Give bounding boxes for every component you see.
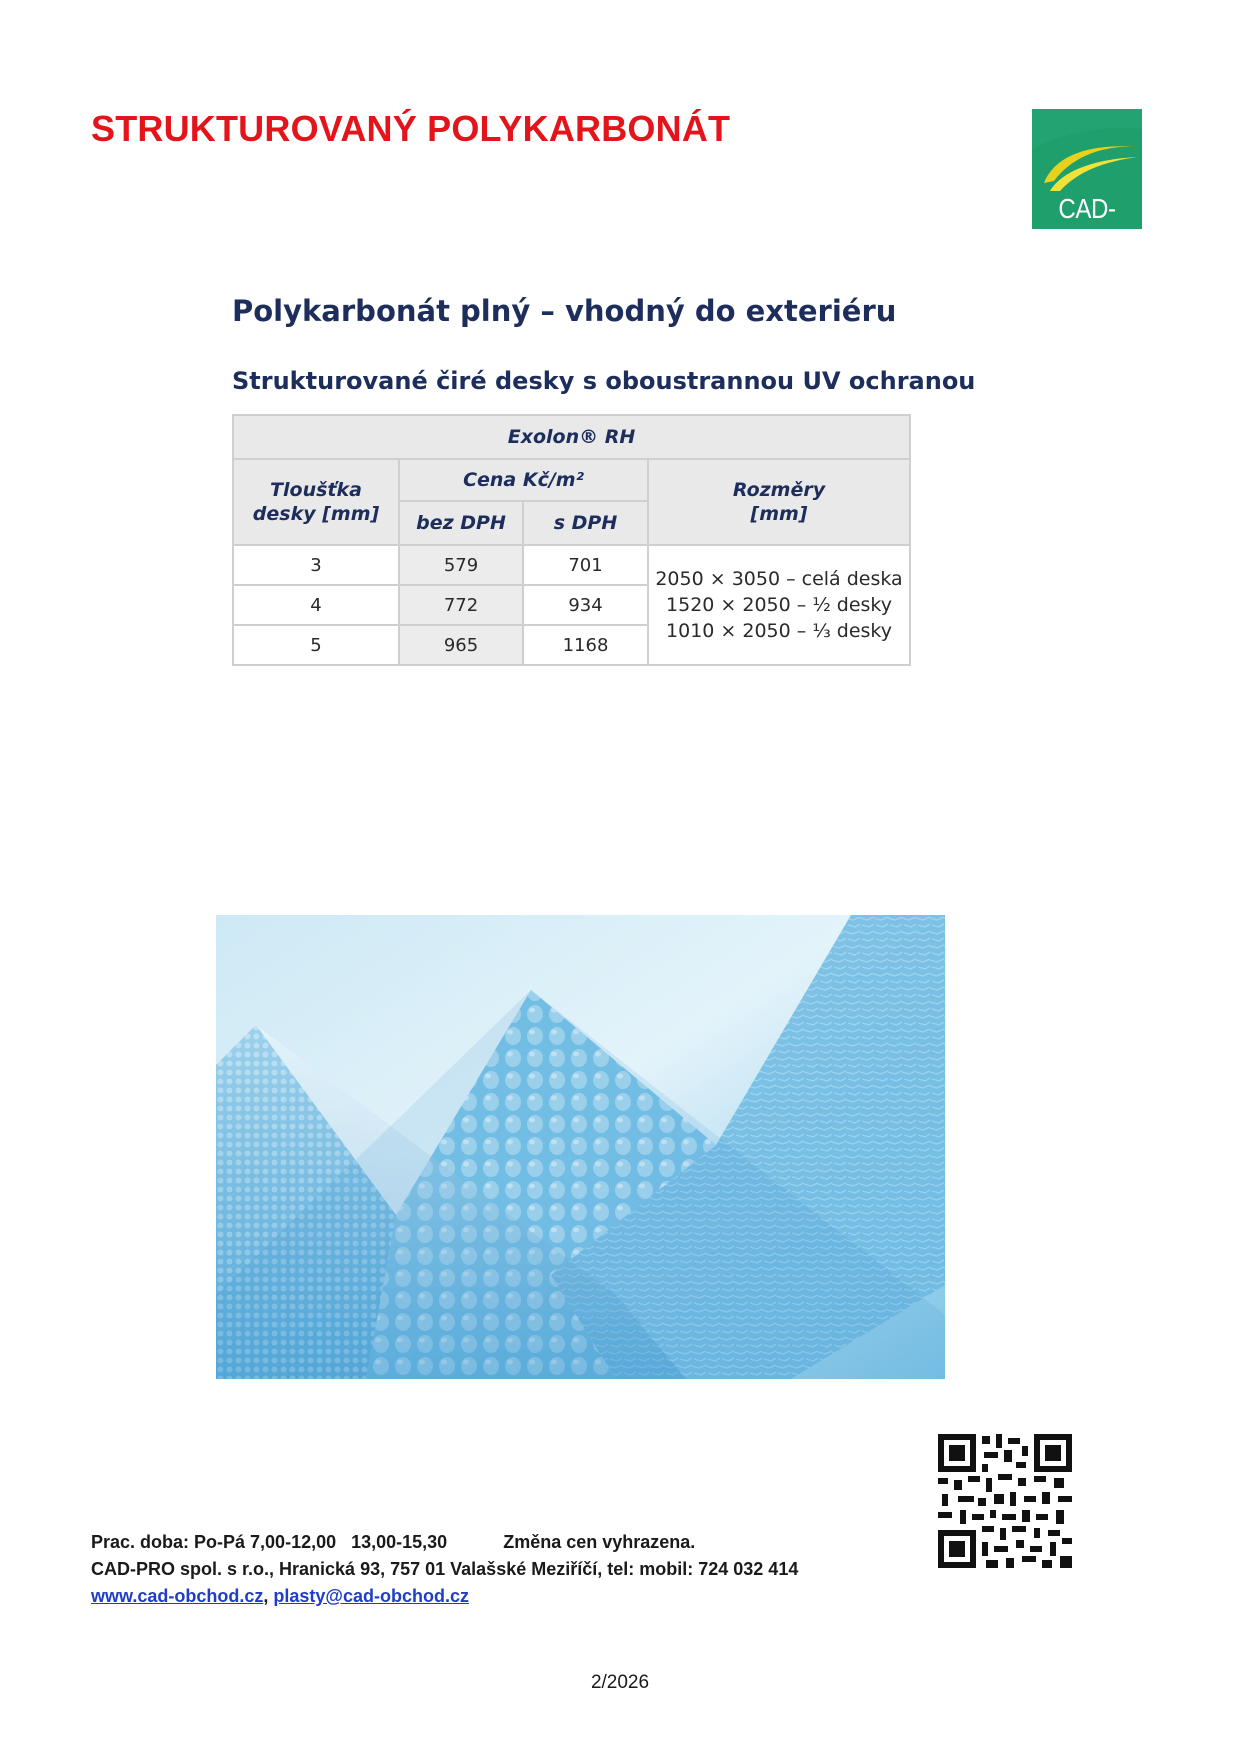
working-hours: Prac. doba: Po-Pá 7,00-12,00 13,00-15,30 [91, 1532, 448, 1552]
qr-code-icon [938, 1434, 1072, 1568]
table-header-thickness: Tloušťka desky [mm] [233, 459, 399, 545]
thickness-cell: 3 [233, 545, 399, 585]
document-title: STRUKTUROVANÝ POLYKARBONÁT [91, 108, 731, 149]
price-table [232, 414, 911, 666]
cad-pro-logo-icon [1032, 109, 1142, 256]
table-row [233, 545, 910, 585]
sheet-heading: Polykarbonát plný – vhodný do exteriéru [232, 294, 897, 328]
footer-hours-line [91, 1532, 695, 1553]
table-header-price-net: bez DPH [399, 501, 523, 545]
price-gross-cell: 1168 [523, 625, 648, 665]
dimensions-cell [648, 545, 910, 665]
product-photo [216, 915, 945, 1379]
logo-text: CAD-PRO [1058, 193, 1116, 256]
sheet-subheading: Strukturované čiré desky s oboustrannou UV ochranou [232, 367, 976, 395]
footer-address: CAD-PRO spol. s r.o., Hranická 93, 757 01 Valašské Meziříčí, tel: mobil: 724 032 414 [91, 1559, 799, 1579]
dimension-line: 1010 × 2050 – ⅓ desky [666, 620, 892, 642]
price-gross-cell: 701 [523, 545, 648, 585]
price-net-cell: 772 [399, 585, 523, 625]
price-gross-cell: 934 [523, 585, 648, 625]
email-link[interactable]: plasty@cad-obchod.cz [273, 1586, 469, 1606]
dimension-line: 1520 × 2050 – ½ desky [666, 594, 892, 616]
table-header-price: Cena Kč/m² [399, 459, 648, 501]
website-link[interactable]: www.cad-obchod.cz [91, 1586, 264, 1606]
link-separator: , [263, 1586, 274, 1606]
page-number: 2/2026 [590, 1672, 650, 1693]
price-change-note: Změna cen vyhrazena. [503, 1532, 696, 1552]
table-header-dimensions: Rozměry [mm] [648, 459, 910, 545]
thickness-cell: 4 [233, 585, 399, 625]
price-net-cell: 965 [399, 625, 523, 665]
table-product-header: Exolon® RH [233, 415, 910, 459]
dimension-line: 2050 × 3050 – celá deska [655, 568, 903, 590]
table-header-price-gross: s DPH [523, 501, 648, 545]
price-net-cell: 579 [399, 545, 523, 585]
thickness-cell: 5 [233, 625, 399, 665]
footer-links [91, 1586, 469, 1607]
